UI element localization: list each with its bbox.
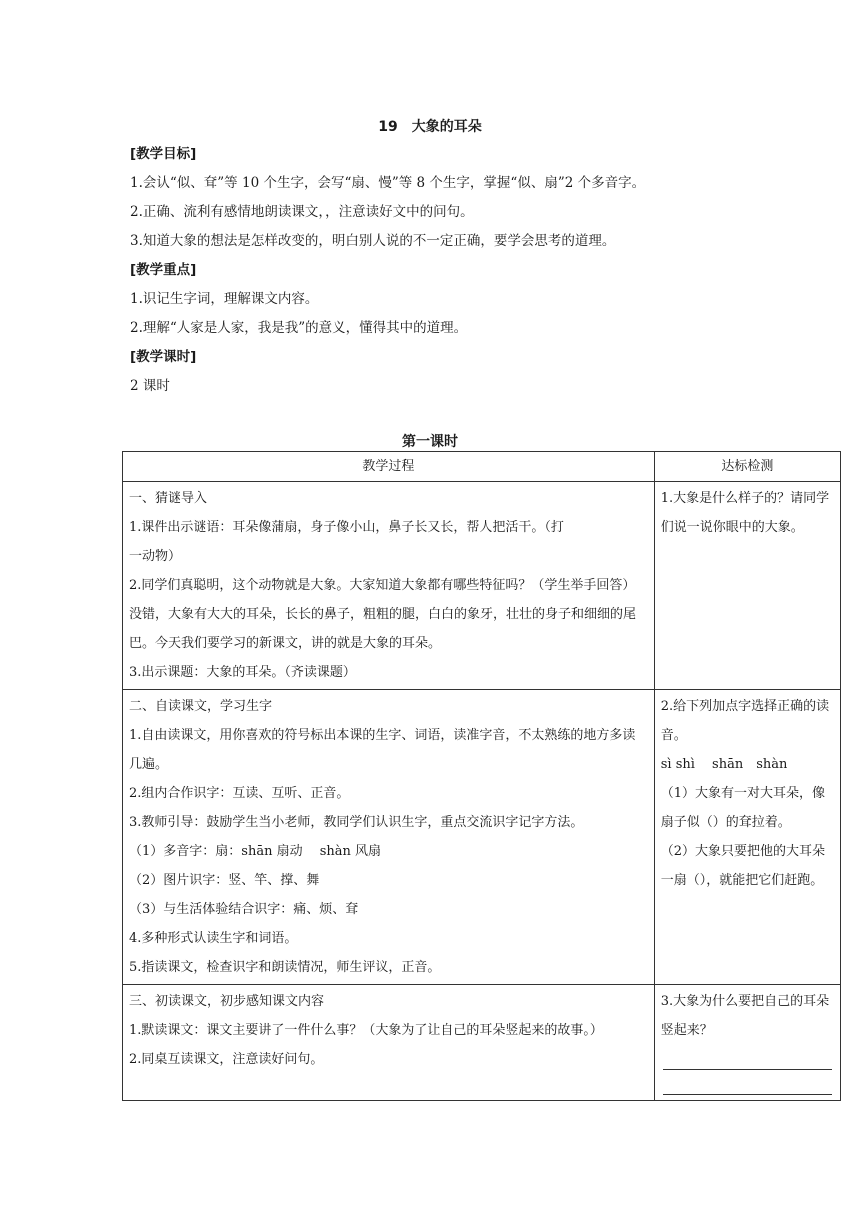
column-header-process: 教学过程 bbox=[123, 452, 655, 482]
table-header-row bbox=[123, 452, 841, 482]
check-cell bbox=[654, 690, 840, 985]
section-heading-goals: [教学目标] bbox=[130, 146, 197, 162]
section-heading-hours: [教学课时] bbox=[130, 349, 197, 365]
goal-item: 1.会认“似、耷”等 10 个生字，会写“扇、慢”等 8 个生字，掌握“似、扇”2 个多音字。 bbox=[130, 175, 646, 191]
process-line: （1）多音字：扇：shān 扇动 shàn 风扇 bbox=[129, 844, 382, 859]
check-cell bbox=[654, 985, 840, 1101]
process-line: （2）图片识字：竖、竿、撑、舞 bbox=[129, 873, 320, 888]
lesson-intro bbox=[130, 140, 730, 401]
check-line: sì shì shān shàn bbox=[660, 757, 788, 772]
answer-blank-line[interactable] bbox=[663, 1049, 832, 1070]
process-line: 5.指读课文，检查识字和朗读情况，师生评议，正音。 bbox=[129, 960, 441, 975]
document-title: 19 大象的耳朵 bbox=[378, 119, 482, 135]
process-line: 1.课件出示谜语：耳朵像蒲扇，身子像小山，鼻子长又长，帮人把活干。（打 bbox=[129, 520, 564, 535]
lesson-title: 第一课时 bbox=[402, 434, 458, 450]
process-line: （3）与生活体验结合识字：痛、烦、耷 bbox=[129, 902, 359, 917]
check-cell bbox=[654, 482, 840, 690]
check-line: （1）大象有一对大耳朵，像扇子似（）的耷拉着。 bbox=[660, 786, 826, 830]
answer-blank-line[interactable] bbox=[663, 1074, 832, 1095]
process-line: 1.自由读课文，用你喜欢的符号标出本课的生字、词语，读准字音，不太熟练的地方多读几遍。 bbox=[129, 728, 636, 772]
lesson-plan-table bbox=[122, 451, 841, 1101]
process-heading: 二、自读课文，学习生字 bbox=[129, 699, 273, 714]
check-line: 3.大象为什么要把自己的耳朵竖起来？ bbox=[660, 994, 830, 1038]
table-row bbox=[123, 985, 841, 1101]
hours-value: 2 课时 bbox=[130, 378, 170, 394]
process-heading: 一、猜谜导入 bbox=[129, 491, 208, 506]
process-line: 2.同学们真聪明，这个动物就是大象。大家知道大象都有哪些特征吗？（学生举手回答）没错，大象有大大的耳朵，长长的鼻子，粗粗的腿，白白的象牙，壮壮的身子和细细的尾巴。今天我们要学习的新课文，讲的就是大象的耳朵。 bbox=[129, 578, 637, 651]
process-line: 1.默读课文：课文主要讲了一件什么事？（大象为了让自己的耳朵竖起来的故事。） bbox=[129, 1023, 603, 1038]
goal-item: 3.知道大象的想法是怎样改变的，明白别人说的不一定正确，要学会思考的道理。 bbox=[130, 233, 616, 249]
process-cell bbox=[123, 690, 655, 985]
key-point-item: 1.识记生字词，理解课文内容。 bbox=[130, 291, 319, 307]
process-line: 2.同桌互读课文，注意读好问句。 bbox=[129, 1052, 324, 1067]
process-heading: 三、初读课文，初步感知课文内容 bbox=[129, 994, 325, 1009]
process-line: 2.组内合作识字：互读、互听、正音。 bbox=[129, 786, 350, 801]
goal-item: 2.正确、流利有感情地朗读课文，，注意读好文中的问句。 bbox=[130, 204, 474, 220]
table-row bbox=[123, 482, 841, 690]
check-line: 1.大象是什么样子的？请同学们说一说你眼中的大象。 bbox=[660, 491, 830, 535]
process-line: 3.出示课题：大象的耳朵。（齐读课题） bbox=[129, 665, 356, 680]
process-line: 4.多种形式认读生字和词语。 bbox=[129, 931, 298, 946]
process-cell bbox=[123, 482, 655, 690]
key-point-item: 2.理解“人家是人家，我是我”的意义，懂得其中的道理。 bbox=[130, 320, 468, 336]
process-line: 3.教师引导：鼓励学生当小老师，教同学们认识生字，重点交流识字记字方法。 bbox=[129, 815, 584, 830]
column-header-check: 达标检测 bbox=[654, 452, 840, 482]
section-heading-key-points: [教学重点] bbox=[130, 262, 197, 278]
process-line: 一动物） bbox=[129, 549, 182, 564]
check-line: （2）大象只要把他的大耳朵一扇（），就能把它们赶跑。 bbox=[660, 844, 826, 888]
table-row bbox=[123, 690, 841, 985]
check-line: 2.给下列加点字选择正确的读音。 bbox=[660, 699, 830, 743]
process-cell bbox=[123, 985, 655, 1101]
